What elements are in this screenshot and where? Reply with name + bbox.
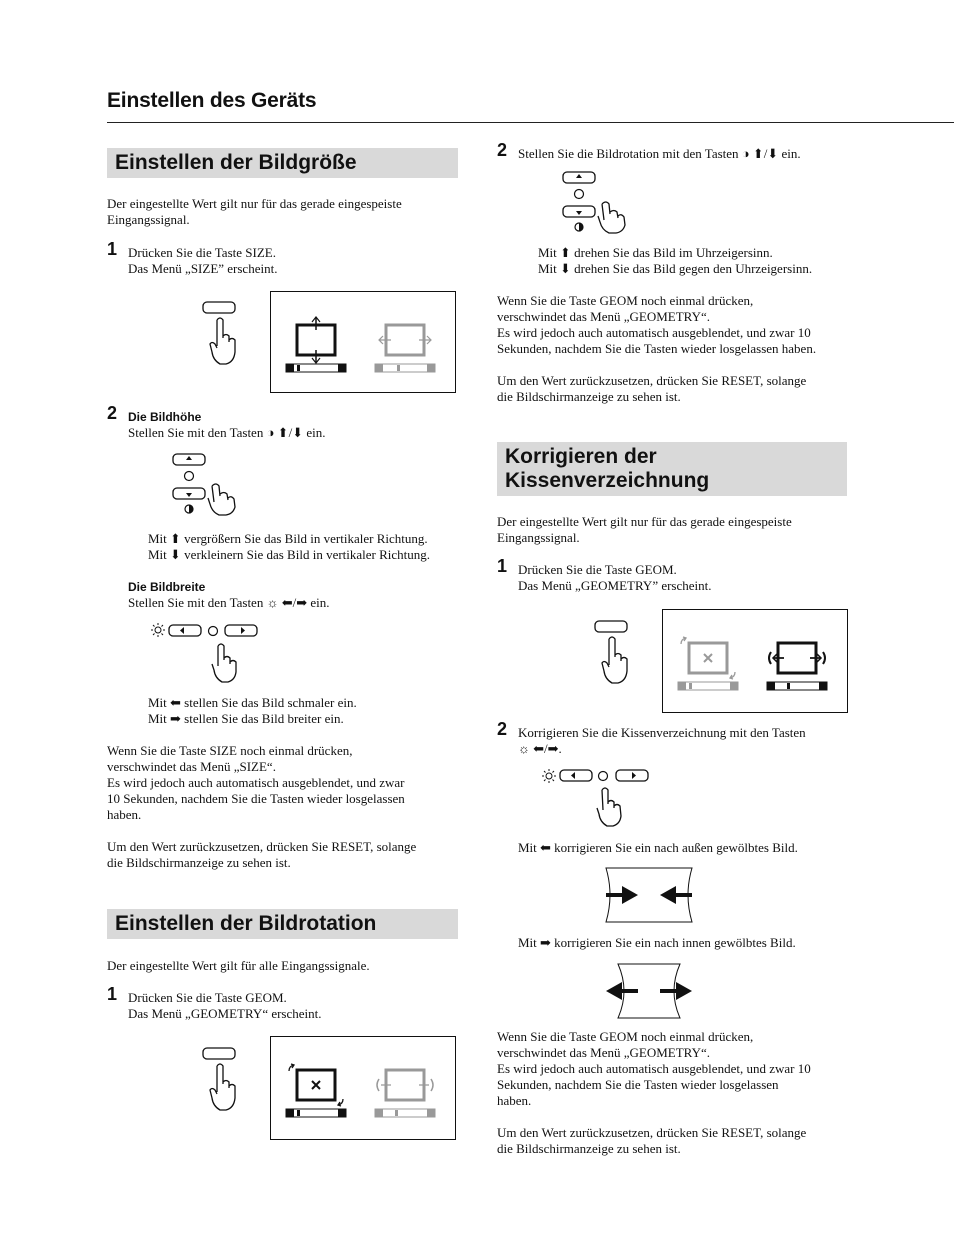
- geom-button-hand-illustration: [200, 1046, 240, 1116]
- pincushion-reset-line1: Um den Wert zurückzusetzen, drücken Sie RESET, solange: [497, 1125, 807, 1140]
- barrel-correction-illustration: [600, 866, 700, 924]
- pincushion-step1-line1: Drücken Sie die Taste GEOM.: [518, 562, 677, 577]
- width-left-text: Mit ⬅ stellen Sie das Bild schmaler ein.: [148, 695, 357, 710]
- geom-button-hand-illustration-2: [592, 619, 632, 689]
- pincushion-heading-line2: Kissenverzeichnung: [505, 469, 710, 492]
- rotation-section-heading: Einstellen der Bildrotation: [107, 909, 458, 939]
- size-step1-line1: Drücken Sie die Taste SIZE.: [128, 245, 276, 260]
- pincushion-reset-line2: die Bildschirmanzeige zu sehen ist.: [497, 1141, 681, 1156]
- title-rule: [107, 122, 954, 123]
- pincushion-note-line5: haben.: [497, 1093, 532, 1108]
- size-section-heading: Einstellen der Bildgröße: [107, 148, 458, 178]
- pincushion-step2-line1: Korrigieren Sie die Kissenverzeichnung mit den Tasten: [518, 725, 806, 740]
- pincushion-buttons-hand-illustration: [541, 768, 656, 828]
- width-buttons-hand-illustration: [150, 622, 265, 682]
- rotation-note-line3: Es wird jedoch auch automatisch ausgeblendet, und zwar 10: [497, 325, 811, 340]
- pincushion-menu-display: [662, 609, 848, 713]
- pincushion-step2-line2: ☼ ⬅/➡.: [518, 741, 562, 756]
- width-subheading: Die Bildbreite: [128, 580, 206, 594]
- height-down-text: Mit ⬇ verkleinern Sie das Bild in vertikaler Richtung.: [148, 547, 431, 562]
- pincushion-note-line1: Wenn Sie die Taste GEOM noch einmal drücken,: [497, 1029, 754, 1044]
- rotation-menu-display: [270, 1036, 456, 1140]
- size-step2-number: 2: [107, 403, 118, 423]
- pincushion-note-line3: Es wird jedoch auch automatisch ausgeblendet, und zwar 10: [497, 1061, 811, 1076]
- rotation-note-line1: Wenn Sie die Taste GEOM noch einmal drücken,: [497, 293, 754, 308]
- pincushion-right-text: Mit ➡ korrigieren Sie ein nach innen gewölbtes Bild.: [518, 935, 796, 950]
- rotation-reset-line2: die Bildschirmanzeige zu sehen ist.: [497, 389, 681, 404]
- pincushion-correction-illustration: [600, 962, 700, 1020]
- rotation-intro: Der eingestellte Wert gilt für alle Eingangssignale.: [107, 958, 370, 973]
- rotation-note-line2: verschwindet das Menü „GEOMETRY“.: [497, 309, 711, 324]
- pincushion-step1-line2: Das Menü „GEOMETRY” erscheint.: [518, 578, 712, 593]
- size-intro-line1: Der eingestellte Wert gilt nur für das gerade eingespeiste: [107, 196, 402, 211]
- pincushion-intro-line2: Eingangssignal.: [497, 530, 580, 545]
- rotation-step1-line1: Drücken Sie die Taste GEOM.: [128, 990, 287, 1005]
- pincushion-heading-line1: Korrigieren der: [505, 445, 657, 468]
- size-step1-line2: Das Menü „SIZE” erscheint.: [128, 261, 278, 276]
- width-right-text: Mit ➡ stellen Sie das Bild breiter ein.: [148, 711, 344, 726]
- rotation-step2-line1: Stellen Sie die Bildrotation mit den Tasten ◑ ⬆/⬇ ein.: [518, 146, 801, 161]
- size-note-line5: haben.: [107, 807, 142, 822]
- rotation-up-text: Mit ⬆ drehen Sie das Bild im Uhrzeigersinn.: [538, 245, 773, 260]
- size-note-line1: Wenn Sie die Taste SIZE noch einmal drücken,: [107, 743, 353, 758]
- rotation-step2-number: 2: [497, 140, 508, 160]
- pincushion-left-text: Mit ⬅ korrigieren Sie ein nach außen gewölbtes Bild.: [518, 840, 798, 855]
- size-intro-line2: Eingangssignal.: [107, 212, 190, 227]
- rotation-reset-line1: Um den Wert zurückzusetzen, drücken Sie RESET, solange: [497, 373, 807, 388]
- pincushion-section-heading: [497, 442, 847, 496]
- page-title: Einstellen des Geräts: [107, 89, 317, 112]
- size-step1-number: 1: [107, 239, 118, 259]
- rotation-step1-line2: Das Menü „GEOMETRY“ erscheint.: [128, 1006, 322, 1021]
- size-menu-display: [270, 291, 456, 393]
- rotation-down-text: Mit ⬇ drehen Sie das Bild gegen den Uhrzeigersinn.: [538, 261, 813, 276]
- size-button-hand-illustration: [200, 300, 240, 370]
- size-note-line3: Es wird jedoch auch automatisch ausgeblendet, und zwar: [107, 775, 405, 790]
- height-buttons-hand-illustration: [172, 452, 242, 516]
- height-instruction: Stellen Sie mit den Tasten ◑ ⬆/⬇ ein.: [128, 425, 326, 440]
- height-subheading: Die Bildhöhe: [128, 410, 202, 424]
- width-instruction: Stellen Sie mit den Tasten ☼ ⬅/➡ ein.: [128, 595, 330, 610]
- rotation-step1-number: 1: [107, 984, 118, 1004]
- pincushion-step1-number: 1: [497, 556, 508, 576]
- size-reset-line2: die Bildschirmanzeige zu sehen ist.: [107, 855, 291, 870]
- pincushion-note-line4: Sekunden, nachdem Sie die Tasten wieder losgelassen: [497, 1077, 779, 1092]
- size-reset-line1: Um den Wert zurückzusetzen, drücken Sie RESET, solange: [107, 839, 417, 854]
- pincushion-note-line2: verschwindet das Menü „GEOMETRY“.: [497, 1045, 711, 1060]
- rotation-note-line4: Sekunden, nachdem Sie die Tasten wieder losgelassen haben.: [497, 341, 817, 356]
- size-note-line2: verschwindet das Menü „SIZE“.: [107, 759, 276, 774]
- pincushion-intro-line1: Der eingestellte Wert gilt nur für das gerade eingespeiste: [497, 514, 792, 529]
- height-up-text: Mit ⬆ vergrößern Sie das Bild in vertikaler Richtung.: [148, 531, 428, 546]
- size-note-line4: 10 Sekunden, nachdem Sie die Tasten wieder losgelassen: [107, 791, 405, 806]
- pincushion-step2-number: 2: [497, 719, 508, 739]
- rotation-buttons-hand-illustration: [562, 170, 632, 234]
